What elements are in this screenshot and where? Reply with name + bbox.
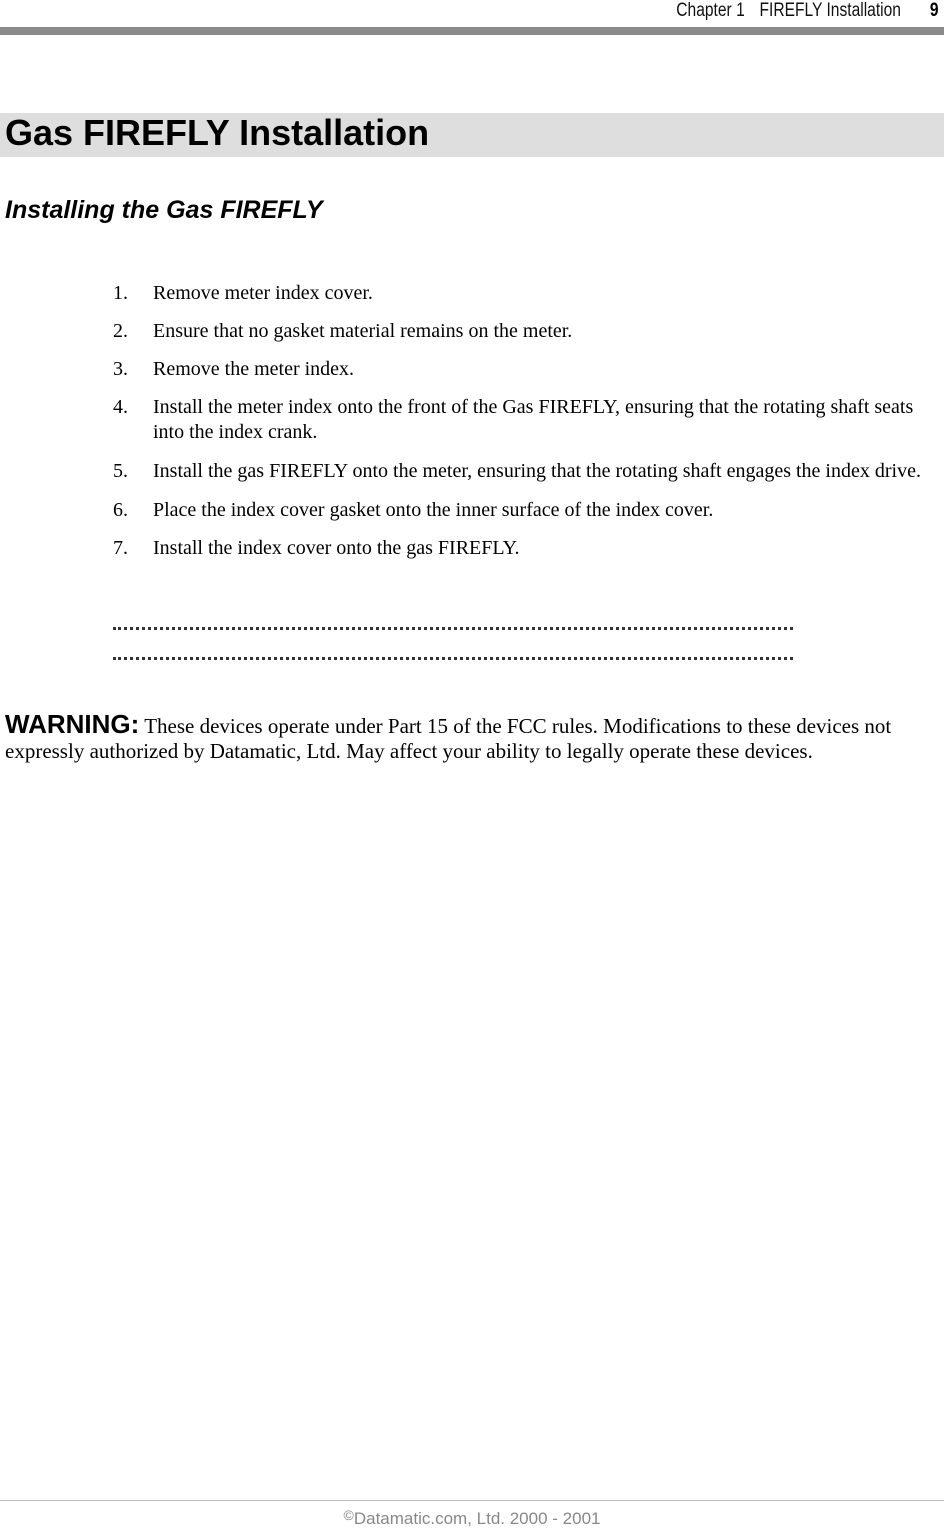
step-text: Ensure that no gasket material remains on the meter. <box>153 320 573 342</box>
copyright-text: Datamatic.com, Ltd. 2000 - 2001 <box>353 1509 601 1528</box>
title-band <box>0 113 944 157</box>
step-number: 2. <box>113 320 128 342</box>
step-text: Place the index cover gasket onto the inner surface of the index cover. <box>153 499 714 521</box>
step-number: 3. <box>113 358 128 380</box>
copyright-footer <box>0 1503 944 1531</box>
step-item <box>113 281 933 306</box>
step-text: Install the gas FIREFLY onto the meter, ensuring that the rotating shaft engages the index drive. <box>153 460 921 482</box>
step-number: 4. <box>113 396 128 418</box>
dotted-divider-bottom <box>113 657 793 660</box>
step-item <box>113 319 933 344</box>
step-number: 7. <box>113 537 128 559</box>
section-subtitle: Installing the Gas FIREFLY <box>5 196 323 224</box>
dotted-divider-top <box>113 627 793 630</box>
copyright-symbol: © <box>343 1507 354 1523</box>
warning-text: These devices operate under Part 15 of the FCC rules. Modifications to these devices not expressly authorized by Datamatic, Ltd. May affect your ability to legally operate these devices. <box>5 714 892 763</box>
warning-label: WARNING: <box>5 709 140 739</box>
section-label: FIREFLY Installation <box>759 0 901 21</box>
step-text: Remove the meter index. <box>153 358 355 380</box>
footer-rule <box>0 1500 944 1501</box>
running-header <box>0 0 944 24</box>
step-number: 1. <box>113 282 128 304</box>
page-number: 9 <box>930 0 939 21</box>
step-text: Install the meter index onto the front of the Gas FIREFLY, ensuring that the rotating shaft seats into the index crank. <box>153 396 914 443</box>
step-item <box>113 357 933 382</box>
step-text: Remove meter index cover. <box>153 282 373 304</box>
chapter-label: Chapter 1 <box>676 0 745 21</box>
step-text: Install the index cover onto the gas FIREFLY. <box>153 537 520 559</box>
header-rule <box>0 27 944 35</box>
step-item <box>113 395 933 445</box>
installation-steps <box>113 281 933 574</box>
step-item <box>113 459 933 484</box>
page-title: Gas FIREFLY Installation <box>5 112 430 153</box>
running-header-chapter <box>676 0 901 22</box>
step-item <box>113 536 933 561</box>
step-number: 5. <box>113 460 128 482</box>
step-number: 6. <box>113 499 128 521</box>
step-item <box>113 498 933 523</box>
fcc-warning <box>5 709 930 764</box>
